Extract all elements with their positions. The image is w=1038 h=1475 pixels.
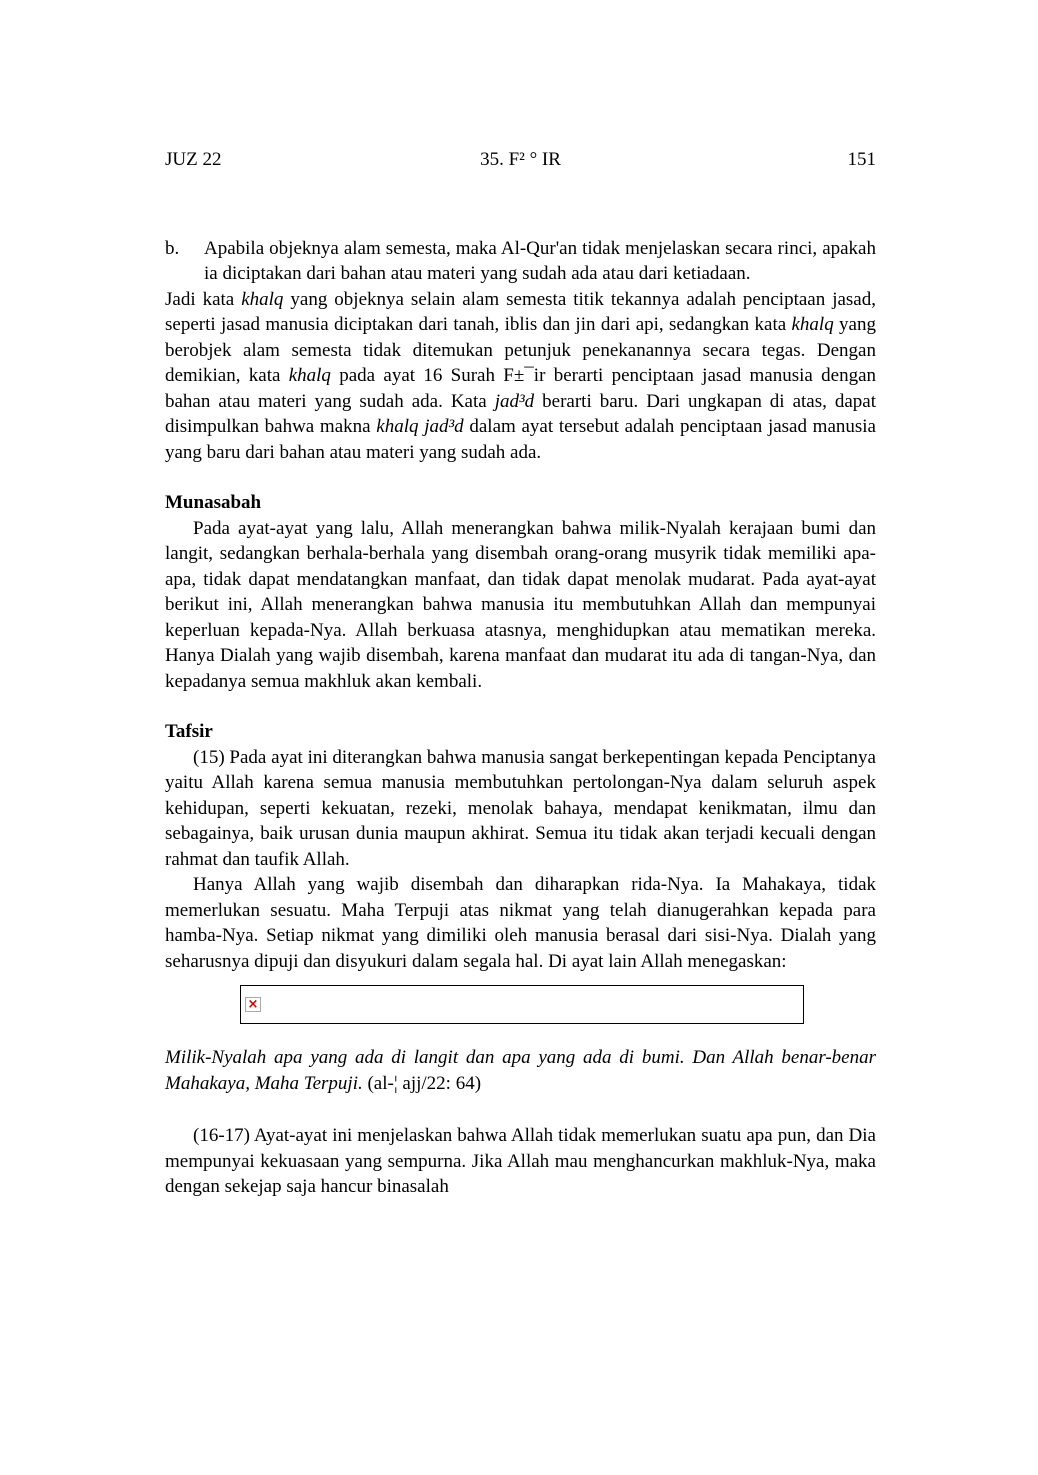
list-item-b: [165, 236, 876, 287]
paragraph-khalq: Jadi kata khalq yang objeknya selain alam semesta titik tekannya adalah penciptaan jasad, seperti jasad manusia diciptakan dari tanah, iblis dan jin dari api, sedangkan kata khalq yang berobjek alam semesta tidak ditemukan petunjuk penekanannya secara tegas. Dengan demikian, kata khalq pada ayat 16 Surah F±¯ir berarti penciptaan jasad manusia dengan bahan atau materi yang sudah ada. Kata jad³d berarti baru. Dari ungkapan di atas, dapat disimpulkan bahwa makna khalq jad³d dalam ayat tersebut adalah penciptaan jasad manusia yang baru dari bahan atau materi yang sudah ada.: [165, 288, 877, 463]
paragraph-16-17: (16-17) Ayat-ayat ini menjelaskan bahwa Allah tidak memerlukan suatu apa pun, dan Dia mempunyai kekuasaan yang sempurna. Jika Allah mau menghancurkan makhluk-Nya, maka dengan sekejap saja hancur binasalah: [165, 1125, 876, 1197]
surah-title: 35. F² ° IR: [480, 149, 561, 170]
list-item-b-text: Apabila objeknya alam semesta, maka Al-Qur'an tidak menjelaskan secara rinci, apakah ia diciptakan dari bahan atau materi yang sudah ada atau dari ketiadaan.: [204, 237, 876, 284]
heading-tafsir: Tafsir: [165, 721, 213, 742]
arabic-verse-image-placeholder: [240, 985, 804, 1024]
list-item-b-marker: b.: [165, 237, 180, 259]
broken-image-icon: [245, 997, 261, 1012]
page-header: [165, 147, 876, 173]
paragraph-munasabah: Pada ayat-ayat yang lalu, Allah menerangkan bahwa milik-Nyalah kerajaan bumi dan langit, sedangkan berhala-berhala yang disembah orang-orang musyrik tidak memiliki apa-apa, tidak dapat mendatangkan manfaat, dan tidak dapat menolak mudarat. Pada ayat-ayat berikut ini, Allah menerangkan bahwa manusia itu membutuhkan Allah dan mempunyai keperluan kepada-Nya. Allah berkuasa atasnya, menghidupkan atau mematikan mereka. Hanya Dialah yang wajib disembah, karena manfaat dan mudarat itu ada di tangan-Nya, dan kepadanya semua makhluk akan kembali.: [165, 517, 876, 692]
paragraph-tafsir-15: (15) Pada ayat ini diterangkan bahwa manusia sangat berkepentingan kepada Penciptanya yaitu Allah karena semua manusia membutuhkan pertolongan-Nya dalam seluruh aspek kehidupan, seperti kekuatan, rezeki, menolak bahaya, mendapat kenikmatan, ilmu dan sebagainya, baik urusan dunia maupun akhirat. Semua itu tidak akan terjadi kecuali dengan rahmat dan taufik Allah.: [165, 746, 876, 870]
paragraph-translation: Milik-Nyalah apa yang ada di langit dan apa yang ada di bumi. Dan Allah benar-benar Mahakaya, Maha Terpuji. (al-¦ ajj/22: 64): [165, 1047, 876, 1094]
paragraph-hanya-allah: Hanya Allah yang wajib disembah dan diharapkan rida-Nya. Ia Mahakaya, tidak memerlukan sesuatu. Maha Terpuji atas nikmat yang telah dianugerahkan kepada para hamba-Nya. Setiap nikmat yang dimiliki oleh manusia berasal dari sisi-Nya. Dialah yang seharusnya dipuji dan disyukuri dalam segala hal. Di ayat lain Allah menegaskan:: [165, 874, 876, 972]
page-number: 151: [847, 149, 876, 170]
page-body: [165, 236, 876, 1200]
juz-label: JUZ 22: [165, 149, 222, 170]
broken-image-x-glyph: ×: [247, 997, 259, 1012]
heading-munasabah: Munasabah: [165, 492, 262, 513]
